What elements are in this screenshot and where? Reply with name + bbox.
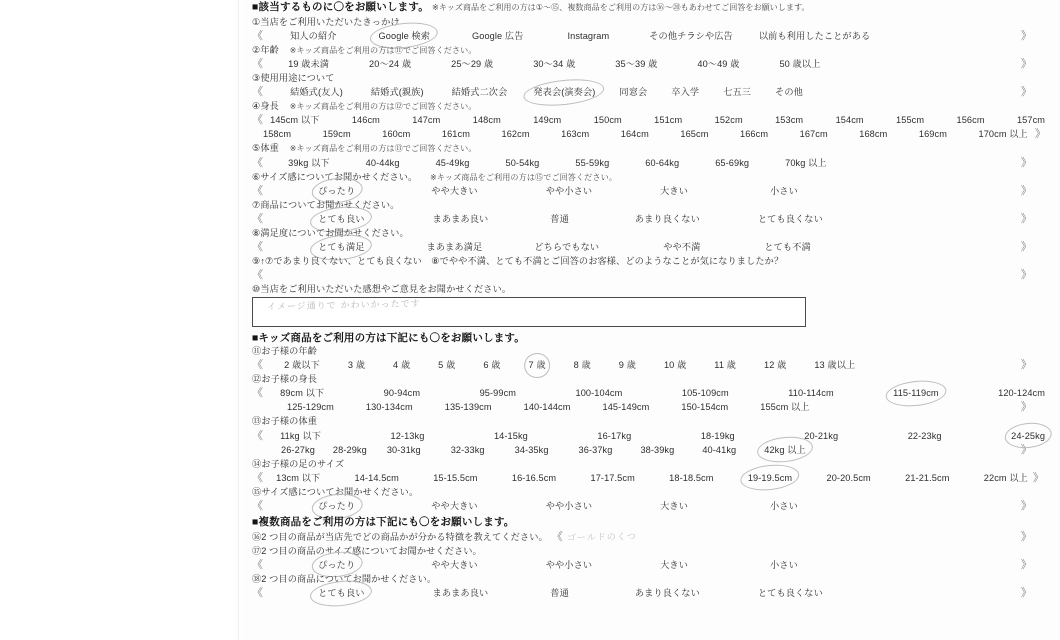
option-q11-6[interactable]: 8 歳 xyxy=(573,360,591,371)
option-q5-4[interactable]: 55-59kg xyxy=(575,157,610,168)
option-q4-14[interactable]: 159cm xyxy=(322,129,351,140)
option-q11-1[interactable]: 3 歳 xyxy=(347,360,365,371)
option-q12-1[interactable]: 90-94cm xyxy=(383,388,421,399)
option-q8-4[interactable]: とても不満 xyxy=(764,242,811,253)
option-open-bracket: 《 xyxy=(252,212,264,225)
option-q18-0[interactable]: とても良い xyxy=(318,587,365,598)
option-q15-2[interactable]: やや小さい xyxy=(545,501,593,512)
option-q2-1[interactable]: 20～24 歳 xyxy=(369,58,412,69)
question-5-label xyxy=(252,144,1050,153)
question-13-label: ⑬お子様の体重 xyxy=(252,416,318,427)
option-close-bracket: 》 xyxy=(1020,184,1032,197)
question-11-options[interactable] xyxy=(252,360,1050,371)
option-q3-0[interactable]: 結婚式(友人) xyxy=(290,87,343,98)
option-close-bracket: 》 xyxy=(1020,57,1032,70)
option-q4-3[interactable]: 148cm xyxy=(472,115,501,126)
option-q6-3[interactable]: 大きい xyxy=(660,185,689,196)
option-q13-6[interactable]: 22-23kg xyxy=(907,430,942,441)
question-18-label: ⑱2 つ目の商品についてお聞かせください。 xyxy=(252,573,437,584)
option-q3-3[interactable]: 発表会(演奏会) xyxy=(533,87,596,98)
question-6-label xyxy=(252,173,1050,182)
option-q12-8[interactable]: 125-129cm xyxy=(287,402,334,413)
option-q18-2[interactable]: 普通 xyxy=(550,587,569,598)
option-q3-6[interactable]: 七五三 xyxy=(723,87,752,98)
option-q1-2[interactable]: Google 広告 xyxy=(472,30,524,41)
question-10-label: ⑩当店をご利用いただいた感想やご意見をお聞かせください。 xyxy=(252,284,512,295)
option-open-bracket: 《 xyxy=(252,29,264,42)
option-q14-1[interactable]: 14-14.5cm xyxy=(354,472,399,483)
question-3-options[interactable] xyxy=(252,87,1050,98)
option-q13-9[interactable]: 28-29kg xyxy=(332,444,367,455)
option-q4-21[interactable]: 166cm xyxy=(740,129,769,140)
option-q13-4[interactable]: 18-19kg xyxy=(700,430,735,441)
option-q4-2[interactable]: 147cm xyxy=(412,115,441,126)
option-q4-8[interactable]: 153cm xyxy=(775,115,804,126)
option-close-bracket: 》 xyxy=(1020,29,1032,42)
option-q5-2[interactable]: 45-49kg xyxy=(435,157,470,168)
option-q12-11[interactable]: 140-144cm xyxy=(523,402,571,413)
option-q13-13[interactable]: 36-37kg xyxy=(578,444,613,455)
option-q12-13[interactable]: 150-154cm xyxy=(681,402,729,413)
option-open-bracket: 《 xyxy=(252,586,264,599)
option-q1-0[interactable]: 知人の紹介 xyxy=(290,30,337,41)
section-a-heading xyxy=(252,2,1050,13)
option-q4-0[interactable]: 145cm 以下 xyxy=(270,115,320,126)
option-q17-3[interactable]: 大きい xyxy=(660,559,689,570)
question-13-options-row1[interactable] xyxy=(252,431,1050,442)
option-q12-4[interactable]: 105-109cm xyxy=(681,388,729,399)
option-q1-5[interactable]: 以前も利用したことがある xyxy=(758,30,871,41)
question-14-label: ⑭お子様の足のサイズ xyxy=(252,458,345,469)
option-open-bracket: 《 xyxy=(252,86,264,99)
option-open-bracket: 《 xyxy=(252,156,264,169)
option-q13-1[interactable]: 12-13kg xyxy=(390,430,425,441)
option-close-bracket: 》 xyxy=(1020,443,1032,456)
option-q17-2[interactable]: やや小さい xyxy=(545,559,593,570)
option-open-bracket: 《 xyxy=(252,114,264,127)
option-q18-3[interactable]: あまり良くない xyxy=(634,587,700,598)
question-6-text: ⑥サイズ感についてお聞かせください。 xyxy=(252,171,418,182)
question-8-label: ⑧満足度についてお聞かせください。 xyxy=(252,227,409,238)
question-15-options[interactable] xyxy=(252,501,1050,512)
option-close-bracket: 》 xyxy=(1020,241,1032,254)
option-q11-0[interactable]: 2 歳以下 xyxy=(284,360,320,371)
option-q13-5[interactable]: 20-21kg xyxy=(804,430,839,441)
question-12-label: ⑫お子様の身長 xyxy=(252,374,318,385)
option-q12-7[interactable]: 120-124cm xyxy=(998,388,1046,399)
option-q4-17[interactable]: 162cm xyxy=(501,129,530,140)
option-q4-12[interactable]: 157cm xyxy=(1016,115,1046,126)
option-q3-4[interactable]: 同窓会 xyxy=(619,87,648,98)
option-q11-2[interactable]: 4 歳 xyxy=(393,360,411,371)
section-a-heading-text: ■該当するものに〇をお願いします。 xyxy=(252,1,429,13)
option-open-bracket: 《 xyxy=(252,500,264,513)
question-10-handwritten-answer: イメージ通りで かわいかったです xyxy=(266,298,421,313)
question-17-label: ⑰2 つ目の商品のサイズ感についてお聞かせください。 xyxy=(252,545,482,556)
question-5-text: ⑤体重 xyxy=(252,143,279,154)
option-q3-1[interactable]: 結婚式(親族) xyxy=(370,87,424,98)
option-q4-7[interactable]: 152cm xyxy=(714,115,743,126)
option-open-bracket: 《 xyxy=(252,359,264,372)
option-q6-1[interactable]: やや大きい xyxy=(431,185,478,196)
option-q8-1[interactable]: まあまあ満足 xyxy=(426,242,483,253)
option-q12-9[interactable]: 130-134cm xyxy=(365,402,413,413)
question-12-options-row1[interactable] xyxy=(252,388,1050,399)
option-q4-22[interactable]: 167cm xyxy=(799,129,828,140)
question-10-comment-box[interactable] xyxy=(252,297,806,327)
option-open-bracket: 《 xyxy=(252,184,264,197)
question-16-label: ⑯2 つ目の商品が当店先でどの商品かが分かる特徴を教えてください。 xyxy=(252,531,548,542)
question-16-row[interactable] xyxy=(252,532,1050,543)
option-open-bracket: 《 xyxy=(252,57,264,70)
question-2-label xyxy=(252,46,1050,55)
question-1-label: ①当店をご利用いただいたきっかけ xyxy=(252,16,400,27)
option-close-bracket: 》 xyxy=(1032,471,1044,484)
option-q7-1[interactable]: まあまあ良い xyxy=(432,213,489,224)
option-q11-7[interactable]: 9 歳 xyxy=(618,360,636,371)
question-18-options[interactable] xyxy=(252,588,1050,599)
option-q13-14[interactable]: 38-39kg xyxy=(640,444,675,455)
question-5-options[interactable] xyxy=(252,158,1050,169)
option-q7-2[interactable]: 普通 xyxy=(550,213,569,224)
option-q13-8[interactable]: 26-27kg xyxy=(281,444,315,455)
question-3-label: ③使用用途について xyxy=(252,72,335,83)
option-q12-3[interactable]: 100-104cm xyxy=(575,388,623,399)
option-q12-10[interactable]: 135-139cm xyxy=(444,402,492,413)
option-q8-3[interactable]: やや不満 xyxy=(663,242,701,253)
option-q14-2[interactable]: 15-15.5cm xyxy=(433,472,478,483)
option-q14-8[interactable]: 21-21.5cm xyxy=(905,472,950,483)
question-6-options[interactable] xyxy=(252,186,1050,197)
question-12-options-row2[interactable] xyxy=(252,402,1050,413)
option-open-bracket: 《 xyxy=(252,471,264,484)
option-close-bracket: 》 xyxy=(1020,156,1032,169)
option-q13-7[interactable]: 24-25kg xyxy=(1011,430,1046,441)
option-q4-15[interactable]: 160cm xyxy=(382,129,411,140)
option-q11-9[interactable]: 11 歳 xyxy=(714,360,736,371)
section-c-heading: ■複数商品をご利用の方は下記にも〇をお願いします。 xyxy=(252,516,515,529)
option-q2-2[interactable]: 25～29 歳 xyxy=(451,58,494,69)
option-open-bracket: 《 xyxy=(252,429,264,442)
question-2-options[interactable] xyxy=(252,59,1050,70)
option-q4-10[interactable]: 155cm xyxy=(896,115,925,126)
option-q4-16[interactable]: 161cm xyxy=(441,129,470,140)
option-q11-10[interactable]: 12 歳 xyxy=(763,360,787,371)
option-q12-14[interactable]: 155cm 以上 xyxy=(760,402,810,413)
option-close-bracket: 》 xyxy=(1020,500,1032,513)
option-q15-3[interactable]: 大きい xyxy=(660,501,689,512)
option-q1-1[interactable]: Google 検索 xyxy=(378,30,431,41)
option-q7-4[interactable]: とても良くない xyxy=(757,213,823,224)
option-q14-7[interactable]: 20-20.5cm xyxy=(826,472,871,483)
option-q1-4[interactable]: その他チラシや広告 xyxy=(649,30,733,41)
option-q13-10[interactable]: 30-31kg xyxy=(386,444,421,455)
option-q8-2[interactable]: どちらでもない xyxy=(534,242,600,253)
option-q3-7[interactable]: その他 xyxy=(775,87,803,98)
option-q4-11[interactable]: 156cm xyxy=(956,115,985,126)
option-q14-5[interactable]: 18-18.5cm xyxy=(669,472,714,483)
option-open-bracket: 《 xyxy=(252,269,264,282)
option-q7-0[interactable]: とても良い xyxy=(318,213,365,224)
option-q4-13[interactable]: 158cm xyxy=(263,129,292,140)
option-q14-9[interactable]: 22cm 以上 xyxy=(983,472,1028,483)
option-close-bracket: 》 xyxy=(1020,586,1032,599)
option-q5-5[interactable]: 60-64kg xyxy=(645,157,680,168)
option-close-bracket: 》 xyxy=(1020,558,1032,571)
option-q11-3[interactable]: 5 歳 xyxy=(438,360,456,371)
option-q14-6[interactable]: 19-19.5cm xyxy=(747,472,793,483)
option-q11-11[interactable]: 13 歳以上 xyxy=(814,360,856,371)
option-close-bracket: 》 xyxy=(1020,401,1032,414)
section-b-heading: ■キッズ商品をご利用の方は下記にも〇をお願いします。 xyxy=(252,331,525,344)
option-q3-5[interactable]: 卒入学 xyxy=(671,87,700,98)
option-q4-23[interactable]: 168cm xyxy=(859,129,888,140)
option-q14-3[interactable]: 16-16.5cm xyxy=(511,472,557,483)
question-14-options[interactable] xyxy=(252,473,1050,484)
option-q2-4[interactable]: 35～39 歳 xyxy=(615,58,658,69)
option-q8-0[interactable]: とても満足 xyxy=(318,242,365,253)
option-q15-0[interactable]: ぴったり xyxy=(318,501,356,512)
question-4-label xyxy=(252,102,1050,111)
question-17-options[interactable] xyxy=(252,560,1050,571)
option-q6-2[interactable]: やや小さい xyxy=(545,185,593,196)
option-q17-1[interactable]: やや大きい xyxy=(431,559,478,570)
option-q6-0[interactable]: ぴったり xyxy=(318,185,356,196)
question-8-options[interactable] xyxy=(252,242,1050,253)
option-q4-6[interactable]: 151cm xyxy=(654,115,683,126)
question-11-label: ⑪お子様の年齢 xyxy=(252,346,318,357)
option-q4-9[interactable]: 154cm xyxy=(835,115,864,126)
question-2-text: ②年齢 xyxy=(252,44,279,55)
option-q15-1[interactable]: やや大きい xyxy=(431,501,478,512)
section-a-heading-note: ※キッズ商品をご利用の方は①～⑮、複数商品をご利用の方は⑯～⑳もあわせてご回答をお願いします。 xyxy=(432,3,810,12)
option-q4-24[interactable]: 169cm xyxy=(918,129,947,140)
question-2-note: ※キッズ商品をご利用の方は⑪でご回答ください。 xyxy=(289,45,477,55)
option-q5-1[interactable]: 40-44kg xyxy=(365,157,400,168)
survey-form xyxy=(252,2,1050,599)
option-q13-12[interactable]: 34-35kg xyxy=(514,444,549,455)
question-6-note: ※キッズ商品をご利用の方は⑮でご回答ください。 xyxy=(429,172,617,182)
question-1-options[interactable] xyxy=(252,31,1050,42)
question-4-options-row1[interactable] xyxy=(252,115,1050,126)
option-q14-0[interactable]: 13cm 以下 xyxy=(276,472,321,483)
option-q12-12[interactable]: 145-149cm xyxy=(602,402,650,413)
option-q11-8[interactable]: 10 歳 xyxy=(663,360,687,371)
option-close-bracket: 》 xyxy=(1020,359,1032,372)
option-q4-19[interactable]: 164cm xyxy=(620,129,649,140)
option-q4-18[interactable]: 163cm xyxy=(561,129,590,140)
option-q15-4[interactable]: 小さい xyxy=(770,501,798,512)
option-q4-1[interactable]: 146cm xyxy=(351,115,380,126)
option-close-bracket: 》 xyxy=(1020,269,1032,282)
option-q17-0[interactable]: ぴったり xyxy=(318,559,356,570)
question-15-label: ⑮サイズ感についてお聞かせください。 xyxy=(252,486,419,497)
option-q13-11[interactable]: 32-33kg xyxy=(450,444,485,455)
option-open-bracket: 《 xyxy=(252,241,264,254)
option-q17-4[interactable]: 小さい xyxy=(770,559,798,570)
option-q5-3[interactable]: 50-54kg xyxy=(505,157,540,168)
option-q12-5[interactable]: 110-114cm xyxy=(788,388,834,399)
option-close-bracket: 》 xyxy=(1020,530,1032,543)
question-4-note: ※キッズ商品をご利用の方は⑫でご回答ください。 xyxy=(289,102,477,112)
option-q13-15[interactable]: 40-41kg xyxy=(702,444,737,455)
question-7-options[interactable] xyxy=(252,214,1050,225)
option-q7-3[interactable]: あまり良くない xyxy=(634,213,700,224)
question-7-label: ⑦商品についてお聞かせください。 xyxy=(252,199,400,210)
option-q13-3[interactable]: 16-17kg xyxy=(597,430,632,441)
option-q11-4[interactable]: 6 歳 xyxy=(483,360,501,371)
option-close-bracket: 》 xyxy=(1020,212,1032,225)
option-q12-6[interactable]: 115-119cm xyxy=(893,388,939,399)
option-q12-0[interactable]: 89cm 以下 xyxy=(280,388,325,399)
option-q13-16[interactable]: 42kg 以上 xyxy=(764,444,806,455)
option-open-bracket: 《 xyxy=(252,387,264,400)
option-q4-25[interactable]: 170cm 以上 xyxy=(978,129,1028,140)
option-q11-5[interactable]: 7 歳 xyxy=(528,360,546,371)
question-16-handwritten-answer: ゴールドのくつ xyxy=(566,531,637,544)
option-close-bracket: 》 xyxy=(1020,86,1032,99)
option-q5-7[interactable]: 70kg 以上 xyxy=(785,157,827,168)
question-4-text: ④身長 xyxy=(252,101,279,112)
option-q2-5[interactable]: 40～49 歳 xyxy=(697,58,740,69)
option-q5-0[interactable]: 39kg 以下 xyxy=(288,157,330,168)
option-open-bracket: 《 xyxy=(252,558,264,571)
question-4-options-row2[interactable] xyxy=(252,129,1050,140)
option-q18-1[interactable]: まあまあ良い xyxy=(432,587,489,598)
option-q3-2[interactable]: 結婚式二次会 xyxy=(451,87,508,98)
option-q5-6[interactable]: 65-69kg xyxy=(715,157,750,168)
option-q2-3[interactable]: 30～34 歳 xyxy=(533,58,576,69)
option-q12-2[interactable]: 95-99cm xyxy=(479,388,517,399)
option-q13-0[interactable]: 11kg 以下 xyxy=(280,430,321,441)
question-9-answer-row[interactable] xyxy=(252,270,1050,281)
option-q13-2[interactable]: 14-15kg xyxy=(493,430,528,441)
question-9-label: ⑨↑⑦であまり良くない、とても良くない ⑧でやや不満、とても不満とご回答のお客様、どのようなことが気になりましたか？ xyxy=(252,256,784,267)
option-q2-0[interactable]: 19 歳未満 xyxy=(288,58,330,69)
option-close-bracket: 》 xyxy=(1034,128,1046,141)
option-q2-6[interactable]: 50 歳以上 xyxy=(779,58,821,69)
option-open-bracket: 《 xyxy=(551,530,563,543)
scan-left-edge xyxy=(238,0,239,640)
option-q4-4[interactable]: 149cm xyxy=(533,115,562,126)
option-q14-4[interactable]: 17-17.5cm xyxy=(590,472,635,483)
question-5-note: ※キッズ商品をご利用の方は⑬でご回答ください。 xyxy=(289,144,477,154)
option-q18-4[interactable]: とても良くない xyxy=(757,587,823,598)
option-q1-3[interactable]: Instagram xyxy=(567,30,610,41)
option-q6-4[interactable]: 小さい xyxy=(770,185,798,196)
question-13-options-row2[interactable] xyxy=(252,445,1050,456)
option-q4-5[interactable]: 150cm xyxy=(593,115,622,126)
option-q4-20[interactable]: 165cm xyxy=(680,129,709,140)
